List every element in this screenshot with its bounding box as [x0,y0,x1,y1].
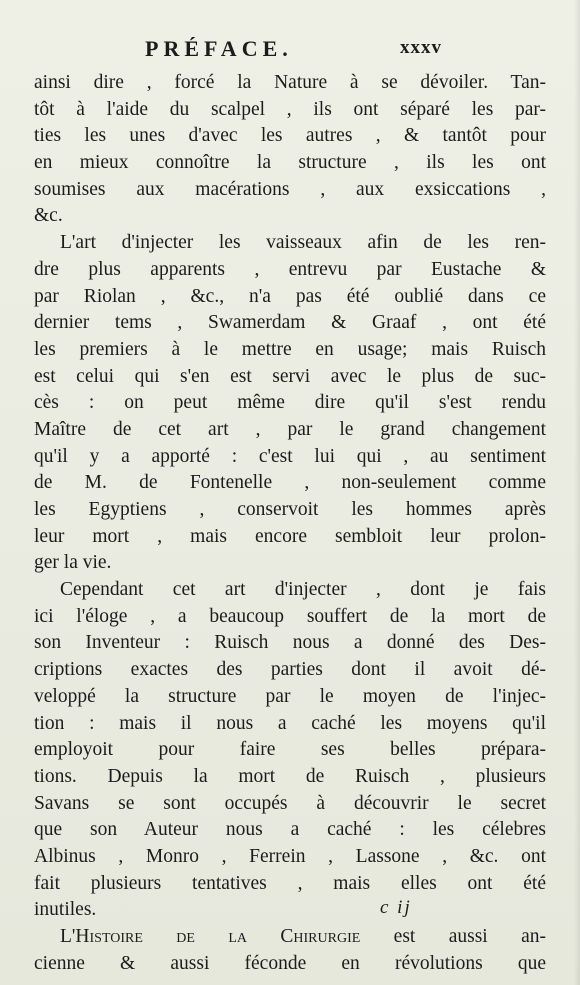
text-line: ger la vie. [34,552,112,574]
text-line: ici l'éloge , a beaucoup souffert de la mort de [34,605,546,627]
text-line: Albinus , Monro , Ferrein , Lassone , &c. ont [34,845,546,867]
text-line: tion : mais il nous a caché les moyens qu'il [34,712,546,734]
text-line: dre plus apparents , entrevu par Eustache & [34,258,546,280]
text-line: employoit pour faire ses belles prépara- [34,739,546,761]
text-line: veloppé la structure par le moyen de l'injec- [34,685,546,707]
text-fragment: est aussi an- [360,926,546,947]
text-line: tions. Depuis la mort de Ruisch , plusieurs [34,765,546,787]
text-line: ties les unes d'avec les autres , & tantôt pour [34,125,546,147]
text-line: cès : on peut même dire qu'il s'est rendu [34,392,546,414]
text-line: dernier tems , Swamerdam & Graaf , ont été [34,312,546,334]
text-line: les premiers à le mettre en usage; mais Ruisch [34,338,546,360]
text-line: inutiles. [34,899,97,921]
body-text [34,70,546,977]
text-line: cienne & aussi féconde en révolutions que [34,952,546,974]
running-title: PRÉFACE. [145,36,293,61]
text-line: ainsi dire , forcé la Nature à se dévoiler. Tan- [34,72,546,93]
text-line: qu'il y a apporté : c'est lui qui , au sentiment [34,445,546,467]
text-line: Savans se sont occupés à découvrir le secret [34,792,546,814]
text-line: les Egyptiens , conservoit les hommes après [34,499,546,520]
text-line: &c. [34,205,63,227]
section-lead-smallcaps: L'Histoire de la Chirurgie [60,926,361,947]
text-line: Maître de cet art , par le grand changement [34,418,546,440]
text-line: que son Auteur nous a caché : les célebres [34,819,546,841]
text-line: fait plusieurs tentatives , mais elles ont été [34,872,546,894]
text-line: de M. de Fontenelle , non-seulement comme [34,472,546,494]
signature-mark: c ij [380,897,412,918]
text-line [34,924,546,951]
text-line: criptions exactes des parties dont il avoit dé- [34,659,546,681]
text-line: est celui qui s'en est servi avec le plus de suc- [34,365,546,387]
text-line: par Riolan , &c., n'a pas été oublié dans ce [34,285,546,307]
text-line: Cependant cet art d'injecter , dont je fais [60,579,546,601]
text-line: leur mort , mais encore sembloit leur prolon- [34,525,546,547]
text-line: son Inventeur : Ruisch nous a donné des Des- [34,632,546,654]
text-line: soumises aux macérations , aux exsiccations , [34,178,546,200]
text-line: tôt à l'aide du scalpel , ils ont séparé les par- [34,98,546,120]
page-number: xxxv [400,37,442,58]
text-line: L'art d'injecter les vaisseaux afin de les ren- [60,232,546,254]
text-line: en mieux connoître la structure , ils les ont [34,152,546,174]
page-header [0,36,580,66]
